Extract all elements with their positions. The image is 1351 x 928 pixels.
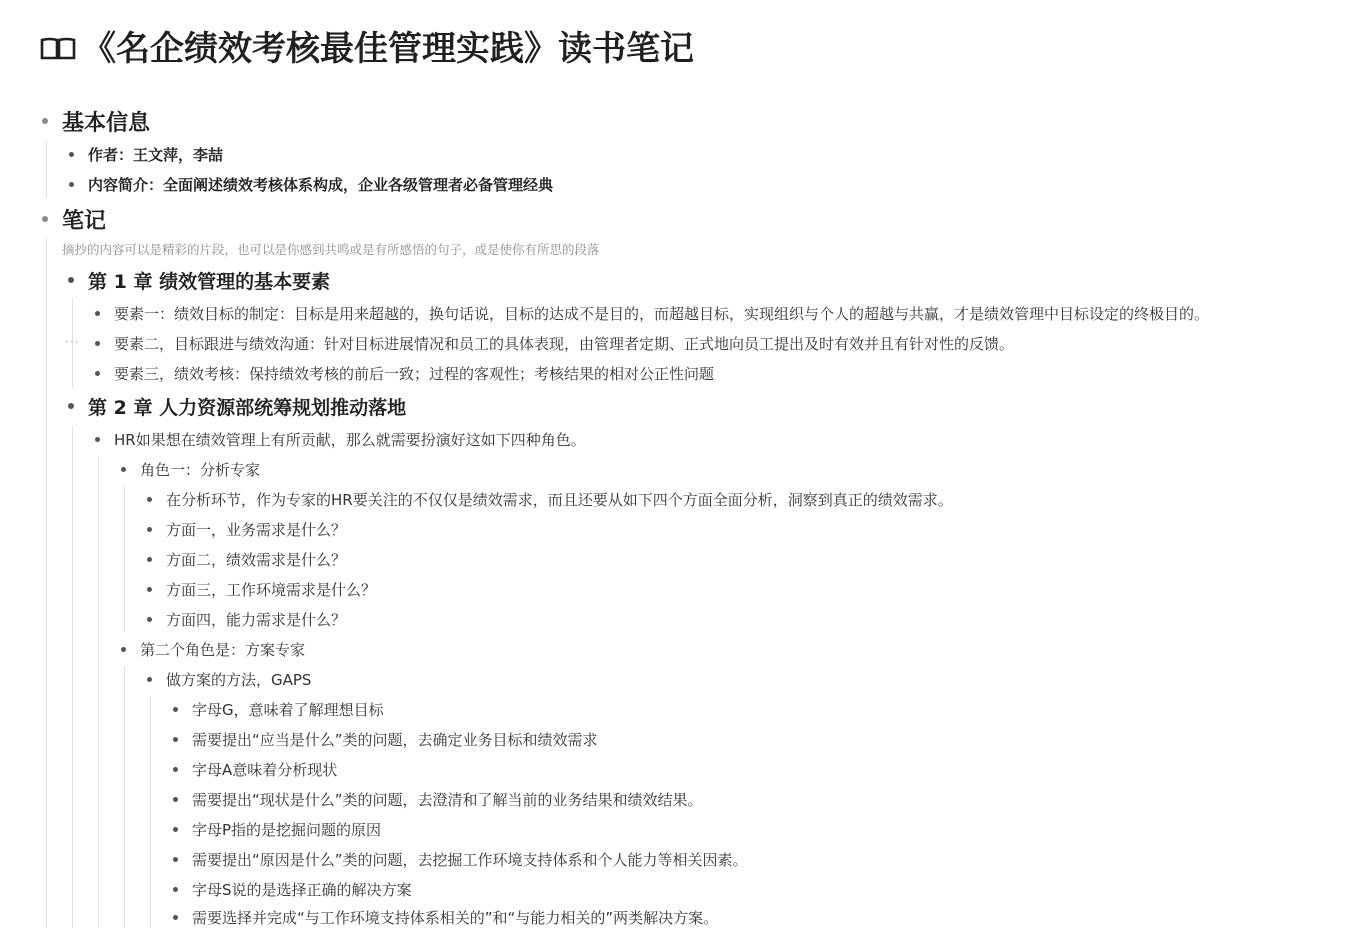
list-item-intro[interactable] (88, 173, 553, 195)
list-item[interactable] (166, 548, 346, 570)
bullet-dot (147, 557, 152, 562)
list-item[interactable] (192, 698, 384, 720)
list-item[interactable] (192, 906, 718, 928)
list-item-role-2[interactable] (140, 638, 305, 660)
guide-ch2 (72, 426, 73, 928)
heading-chapter-2[interactable] (88, 392, 406, 420)
heading-text: 第 2 章 人力资源部统筹规划推动落地 (88, 396, 407, 419)
bullet-dot (147, 497, 152, 502)
bullet-dot (69, 182, 74, 187)
item-text: 要素二，目标跟进与绩效沟通：针对目标进展情况和员工的具体表现，由管理者定期、正式地向员工提出及时有效并且有针对性的反馈。 (114, 334, 1015, 353)
list-item-author[interactable] (88, 143, 223, 165)
bullet-dot (95, 341, 100, 346)
bullet-dot (42, 118, 48, 124)
list-item[interactable] (192, 848, 748, 870)
guide-role1 (124, 486, 125, 632)
list-item[interactable] (192, 728, 598, 750)
bullet-dot (147, 587, 152, 592)
item-text: 字母A意味着分析现状 (192, 760, 338, 779)
bullet-dot (68, 403, 74, 409)
heading-basic-info[interactable] (62, 106, 150, 136)
bullet-dot (173, 915, 178, 920)
item-text: 方面一，业务需求是什么？ (166, 520, 347, 539)
item-text: 需要提出“应当是什么”类的问题，去确定业务目标和绩效需求 (192, 730, 598, 749)
page-title-text: 《名企绩效考核最佳管理实践》读书笔记 (82, 29, 694, 69)
bullet-dot (147, 527, 152, 532)
heading-text: 第 1 章 绩效管理的基本要素 (88, 270, 331, 293)
item-text: 方面四，能力需求是什么？ (166, 610, 347, 629)
list-item[interactable] (114, 332, 1014, 354)
list-item[interactable] (192, 788, 703, 810)
bullet-dot (173, 827, 178, 832)
list-item[interactable] (192, 758, 337, 780)
item-text: 角色一：分析专家 (140, 460, 261, 479)
bullet-dot (147, 617, 152, 622)
list-item[interactable] (166, 578, 376, 600)
item-text: 字母G，意味着了解理想目标 (192, 700, 384, 719)
notes-hint (62, 240, 600, 258)
item-text: 第二个角色是：方案专家 (140, 640, 306, 659)
bullet-dot (173, 707, 178, 712)
list-item[interactable] (166, 488, 953, 510)
bullet-dot (69, 152, 74, 157)
list-item[interactable] (192, 818, 381, 840)
bullet-dot (42, 216, 48, 222)
heading-notes[interactable] (62, 204, 106, 234)
heading-chapter-1[interactable] (88, 266, 330, 294)
heading-text: 基本信息 (62, 110, 151, 136)
list-item[interactable] (114, 428, 586, 450)
item-text: HR如果想在绩效管理上有所贡献，那么就需要扮演好这如下四种角色。 (114, 430, 586, 449)
bullet-dot (95, 311, 100, 316)
bullet-dot (121, 467, 126, 472)
list-item[interactable] (114, 362, 714, 384)
heading-text: 笔记 (62, 208, 107, 234)
bullet-dot (173, 737, 178, 742)
list-item[interactable] (114, 302, 1209, 324)
guide-gaps (150, 696, 151, 928)
item-text: 方面二，绩效需求是什么？ (166, 550, 347, 569)
item-text: 需要提出“原因是什么”类的问题，去挖掘工作环境支持体系和个人能力等相关因素。 (192, 850, 748, 869)
item-text: 要素一：绩效目标的制定：目标是用来超越的，换句话说，目标的达成不是目的，而超越目标，实现组织与个人的超越与共赢，才是绩效管理中目标设定的终极目的。 (114, 304, 1210, 323)
bullet-dot (147, 677, 152, 682)
item-text: 字母P指的是挖掘问题的原因 (192, 820, 382, 839)
bullet-dot (68, 277, 74, 283)
list-item[interactable] (166, 518, 346, 540)
bullet-dot (173, 797, 178, 802)
item-text: 需要选择并完成“与工作环境支持体系相关的”和“与能力相关的”两类解决方案。 (192, 908, 719, 927)
list-item[interactable] (166, 608, 346, 630)
open-book-icon (40, 37, 76, 61)
guide-role2 (124, 666, 125, 928)
item-text: 需要提出“现状是什么”类的问题，去澄清和了解当前的业务结果和绩效结果。 (192, 790, 703, 809)
guide-notes (46, 238, 47, 928)
intro-text: 内容简介：全面阐述绩效考核体系构成，企业各级管理者必备管理经典 (88, 175, 554, 194)
guide-basic (46, 140, 47, 198)
item-text: 在分析环节，作为专家的HR要关注的不仅仅是绩效需求，而且还要从如下四个方面全面分析，洞察到真正的绩效需求。 (166, 490, 953, 509)
item-text: 做方案的方法，GAPS (166, 670, 312, 689)
item-text: 字母S说的是选择正确的解决方案 (192, 880, 412, 899)
guide-hr (98, 456, 99, 928)
hint-text: 摘抄的内容可以是精彩的片段，也可以是你感到共鸣或是有所感悟的句子，或是使你有所思的段落 (62, 242, 600, 257)
author-text: 作者：王文萍，李喆 (88, 145, 224, 164)
bullet-dot (173, 857, 178, 862)
bullet-dot (173, 887, 178, 892)
list-item-role-1[interactable] (140, 458, 260, 480)
more-dots-icon[interactable]: ··· (65, 335, 80, 349)
list-item-gaps[interactable] (166, 668, 311, 690)
bullet-dot (95, 371, 100, 376)
page-title (40, 26, 694, 72)
item-text: 要素三，绩效考核：保持绩效考核的前后一致；过程的客观性；考核结果的相对公正性问题 (114, 364, 715, 383)
bullet-dot (95, 437, 100, 442)
bullet-dot (121, 647, 126, 652)
bullet-dot (173, 767, 178, 772)
item-text: 方面三，工作环境需求是什么？ (166, 580, 377, 599)
list-item[interactable] (192, 878, 412, 900)
